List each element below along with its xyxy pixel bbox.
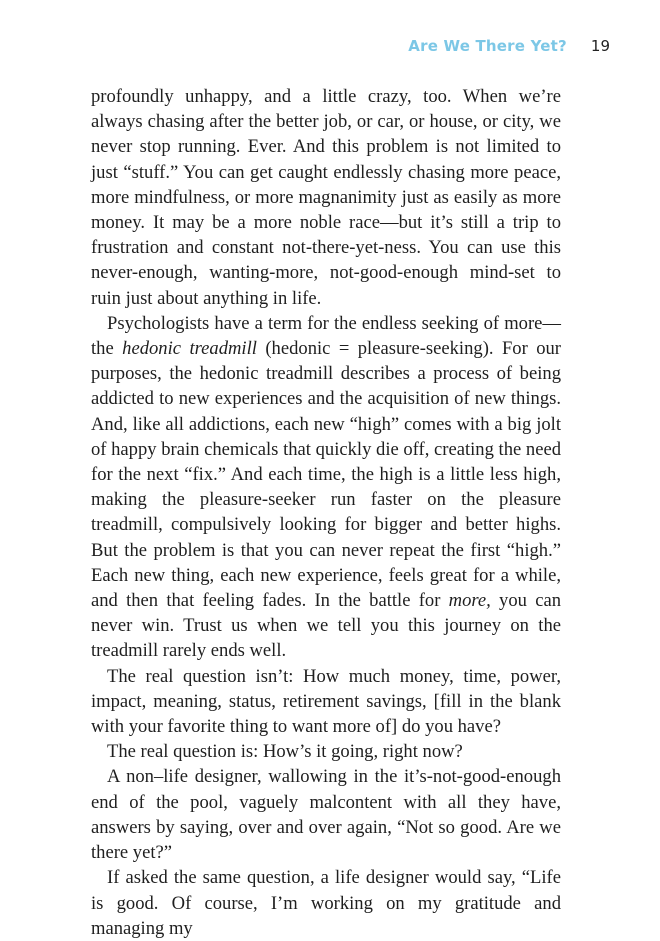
running-head (408, 37, 610, 57)
paragraph-text: The real question isn’t: How much money, time, power, impact, meaning, status, retirement savings, [fill in the blank with your favorite thing to want more of] do you have? (91, 665, 561, 738)
paragraph (91, 311, 561, 664)
page-number: 19 (590, 37, 610, 55)
paragraph (91, 865, 561, 941)
paragraph (91, 664, 561, 740)
paragraph-text: Psychologists have a term for the endless seeking of more—the (91, 312, 561, 360)
italic-text: hedonic treadmill (122, 338, 257, 360)
paragraph-text: The real question is: How’s it going, right now? (107, 741, 463, 763)
italic-text: more, (448, 590, 491, 612)
paragraph-text: If asked the same question, a life designer would say, “Life is good. Of course, I’m working on my gratitude and managing my (91, 867, 561, 939)
paragraph (91, 764, 561, 865)
paragraph-text: profoundly unhappy, and a little crazy, too. When we’re always chasing after the better job, or car, or house, or city, we never stop running. Ever. And this problem is not limited to just “stuff.” You can get caught endlessly chasing more peace, more mindfulness, or more magnanimity just as easily as more money. It may be a more noble race—but it’s still a trip to frustration and constant not-there-yet-ness. You can use this never-enough, wanting-more, not-good-enough mind-set to ruin just about anything in life. (91, 86, 561, 309)
paragraph-text: (hedonic = pleasure-seeking). For our purposes, the hedonic treadmill describes a process of being addicted to new experiences and the acquisition of new things. And, like all addictions, each new “high” comes with a big jolt of happy brain chemicals that quickly die off, creating the need for the next “fix.” And each time, the high is a little less high, making the pleasure-seeker run faster on the pleasure treadmill, compulsively looking for bigger and better highs. But the problem is that you can never repeat the first “high.” Each new thing, each new experience, feels great for a while, and then that feeling fades. In the battle for (91, 338, 562, 612)
paragraph-text: you can never win. Trust us when we tell you this journey on the treadmill rarely ends well. (91, 590, 561, 662)
chapter-title: Are We There Yet? (408, 37, 567, 55)
body-text (91, 84, 561, 941)
paragraph-text: A non–life designer, wallowing in the it’s-not-good-enough end of the pool, vaguely malcontent with all they have, answers by saying, over and over again, “Not so good. Are we there yet?” (91, 766, 561, 864)
paragraph (91, 739, 561, 764)
paragraph (91, 84, 561, 311)
